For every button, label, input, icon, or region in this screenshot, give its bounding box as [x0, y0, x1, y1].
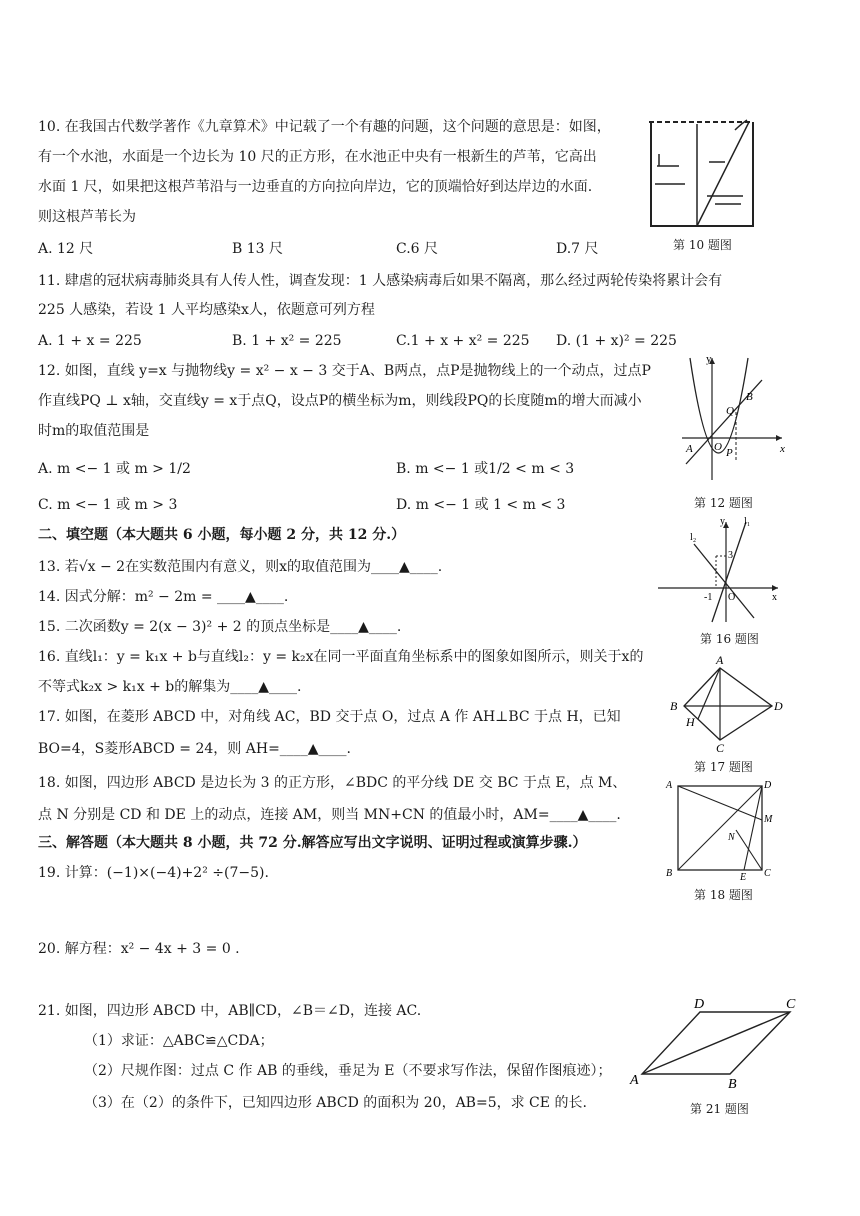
q17-label-b: B [670, 699, 678, 713]
q21-part1: （1）求证：△ABC≌△CDA； [84, 1033, 274, 1049]
q17-line2: BO=4，S菱形ABCD = 24，则 AH=____▲____. [38, 741, 352, 757]
q21-label-d: D [694, 997, 705, 1012]
q18-figure [664, 776, 776, 883]
q16-label-l1: l₁ [744, 516, 751, 527]
q21-part3: （3）在（2）的条件下，已知四边形 ABCD 的面积为 20，AB=5，求 CE 的长. [84, 1095, 587, 1111]
section3-heading: 三、解答题（本大题共 8 小题，共 72 分.解答应写出文字说明、证明过程或演算步骤.） [38, 835, 587, 851]
q16-line1: 16. 直线l₁：y = k₁x + b与直线l₂：y = k₂x在同一平面直角坐标系中的图象如图所示，则关于x的 [38, 649, 644, 665]
q11-line2: 225 人感染，若设 1 人平均感染x人，依题意可列方程 [38, 302, 375, 318]
q16-figure [654, 514, 782, 626]
q18-line2: 点 N 分别是 CD 和 DE 上的动点，连接 AM，则当 MN+CN 的值最小时，AM=____▲____. [38, 807, 621, 823]
q19-text: 19. 计算：(−1)×(−4)+2² ÷(7−5). [38, 865, 269, 881]
q12-caption: 第 12 题图 [694, 496, 753, 510]
q14-text: 14. 因式分解：m² − 2m = ____▲____. [38, 589, 289, 605]
q11-option-a: A. 1 + x = 225 [38, 333, 142, 349]
q17-label-h: H [686, 715, 695, 729]
q12-line1: 12. 如图，直线 y=x 与抛物线y = x² − x − 3 交于A、B两点，点P是抛物线上的一个动点，过点P [38, 363, 651, 379]
q12-label-b: B [746, 391, 753, 403]
q18-label-a: A [666, 780, 673, 791]
q20-text: 20. 解方程：x² − 4x + 3 = 0 . [38, 941, 240, 957]
q16-label-3: 3 [728, 550, 733, 561]
q12-label-x: x [780, 443, 785, 455]
q10-option-a: A. 12 尺 [38, 241, 94, 257]
q16-label-l2: l₂ [690, 532, 697, 543]
q10-line3: 水面 1 尺，如果把这根芦苇沿与一边垂直的方向拉向岸边，它的顶端恰好到达岸边的水面. [38, 179, 593, 195]
q17-line1: 17. 如图，在菱形 ABCD 中，对角线 AC，BD 交于点 O，过点 A 作 AH⊥BC 于点 H，已知 [38, 709, 621, 725]
q17-label-c: C [716, 741, 725, 755]
q12-label-p: P [726, 447, 733, 459]
q18-label-c: C [764, 868, 771, 879]
q12-label-o: O [714, 441, 722, 453]
q12-label-a: A [686, 443, 693, 455]
q21-caption: 第 21 题图 [690, 1102, 749, 1116]
q18-label-m: M [764, 814, 773, 825]
q10-line2: 有一个水池，水面是一个边长为 10 尺的正方形，在水池正中央有一根新生的芦苇，它高出 [38, 149, 597, 165]
q12-figure [678, 352, 790, 482]
q12-line3: 时m的取值范围是 [38, 423, 150, 439]
section2-heading: 二、填空题（本大题共 6 小题，每小题 2 分，共 12 分.） [38, 527, 406, 543]
q12-option-c: C. m <− 1 或 m > 3 [38, 497, 178, 513]
q18-caption: 第 18 题图 [694, 888, 753, 902]
q21-part2: （2）尺规作图：过点 C 作 AB 的垂线，垂足为 E（不要求写作法，保留作图痕迹）； [84, 1063, 612, 1079]
q18-label-n: N [728, 832, 735, 843]
q16-label-y: y [720, 516, 725, 527]
q16-caption: 第 16 题图 [700, 632, 759, 646]
q11-option-c: C.1 + x + x² = 225 [396, 333, 530, 349]
q18-line1: 18. 如图，四边形 ABCD 是边长为 3 的正方形，∠BDC 的平分线 DE 交 BC 于点 E，点 M、 [38, 775, 627, 791]
q16-line2: 不等式k₂x > k₁x + b的解集为____▲____. [38, 679, 302, 695]
q12-line2: 作直线PQ ⊥ x轴，交直线y = x于点Q，设点P的横坐标为m，则线段PQ的长度随m的增大而减小 [38, 393, 642, 409]
q16-label-o: O [728, 592, 736, 603]
q21-label-c: C [786, 997, 796, 1012]
q12-label-y: y [706, 353, 712, 365]
q11-line1: 11. 肆虐的冠状病毒肺炎具有人传人性，调查发现：1 人感染病毒后如果不隔离，那么经过两轮传染将累计会有 [38, 273, 723, 289]
q13-text: 13. 若√x − 2在实数范围内有意义，则x的取值范围为____▲____. [38, 559, 443, 575]
q17-label-d: D [774, 699, 783, 713]
q21-line1: 21. 如图，四边形 ABCD 中，AB∥CD，∠B＝∠D，连接 AC. [38, 1003, 422, 1019]
q12-label-q: Q [726, 405, 734, 417]
q10-caption: 第 10 题图 [673, 238, 732, 252]
q17-label-a: A [716, 653, 724, 667]
q16-label-x: x [772, 592, 777, 603]
q10-line1: 10. 在我国古代数学著作《九章算术》中记载了一个有趣的问题，这个问题的意思是：如图， [38, 119, 611, 135]
q10-option-b: B 13 尺 [232, 241, 284, 257]
q12-option-d: D. m <− 1 或 1 < m < 3 [396, 497, 566, 513]
q18-label-b: B [666, 868, 673, 879]
q11-option-b: B. 1 + x² = 225 [232, 333, 342, 349]
q18-label-d: D [764, 780, 772, 791]
q21-label-b: B [728, 1077, 737, 1092]
q21-figure [630, 994, 800, 1094]
q17-figure [656, 652, 786, 755]
q18-label-e: E [740, 872, 747, 883]
q16-label-neg1: -1 [704, 592, 713, 603]
q17-caption: 第 17 题图 [694, 760, 753, 774]
q10-option-d: D.7 尺 [556, 241, 599, 257]
q12-option-a: A. m <− 1 或 m > 1/2 [38, 461, 191, 477]
q10-option-c: C.6 尺 [396, 241, 439, 257]
q10-figure [645, 104, 760, 230]
q11-option-d: D. (1 + x)² = 225 [556, 333, 677, 349]
q21-label-a: A [630, 1073, 639, 1088]
q12-option-b: B. m <− 1 或1/2 < m < 3 [396, 461, 575, 477]
q15-text: 15. 二次函数y = 2(x − 3)² + 2 的顶点坐标是____▲____. [38, 619, 402, 635]
q10-line4: 则这根芦苇长为 [38, 209, 136, 225]
